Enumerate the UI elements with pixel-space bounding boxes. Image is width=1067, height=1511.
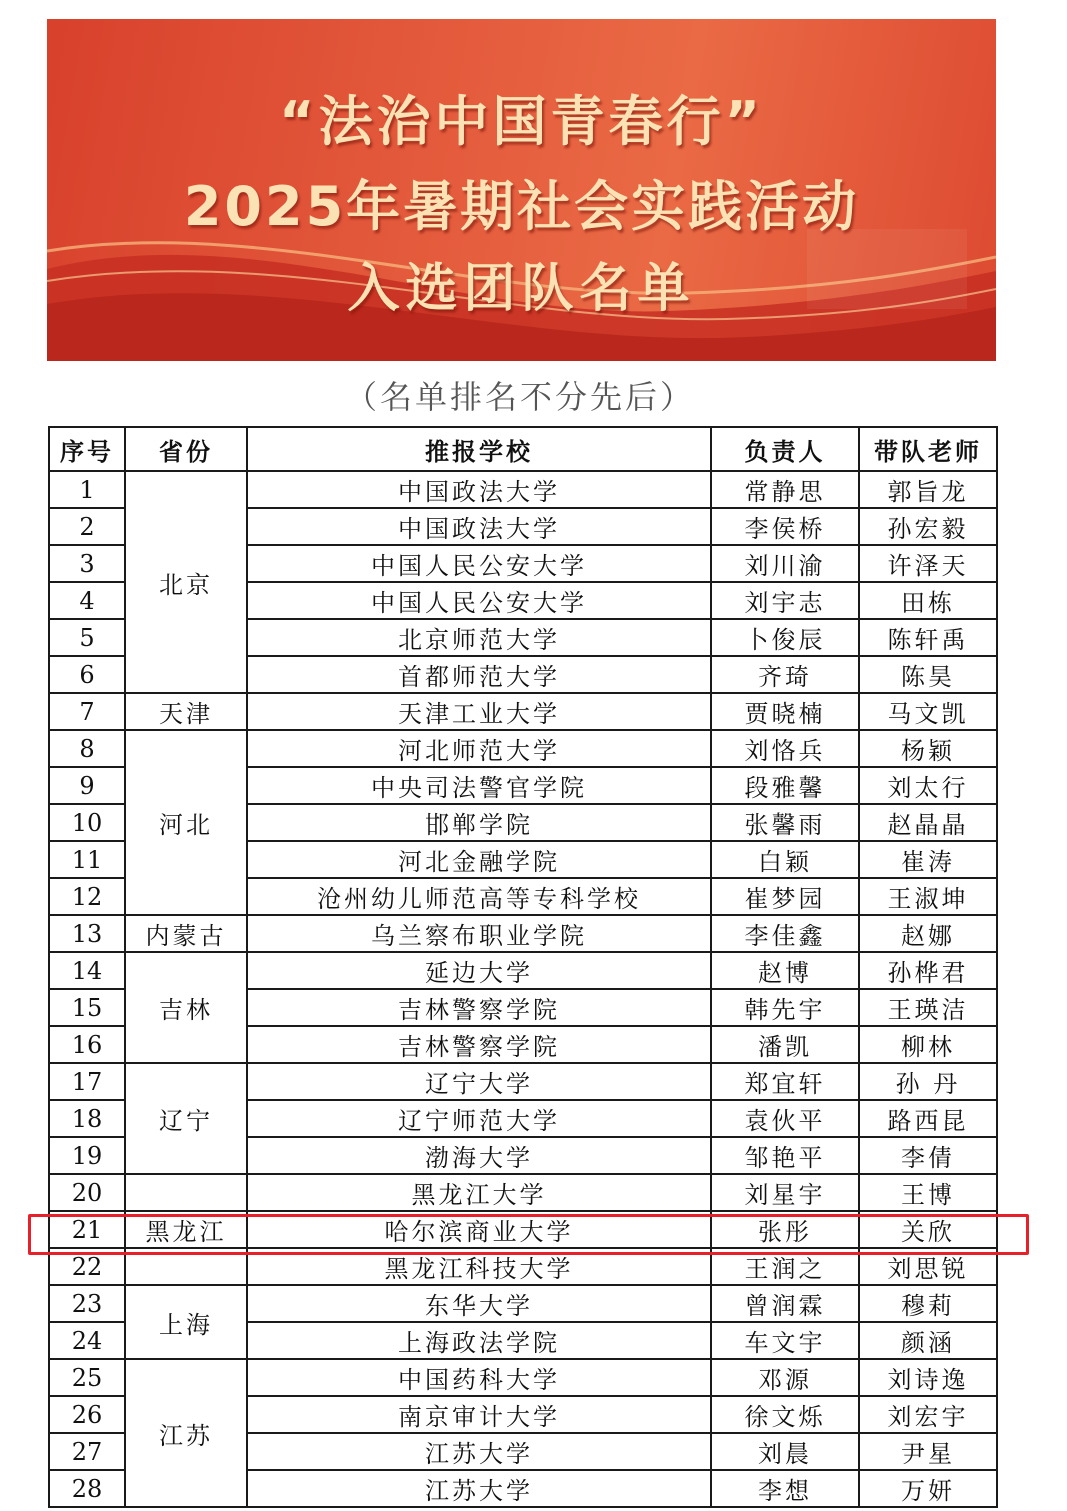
row-number: 11 (49, 841, 125, 878)
school-cell: 沧州幼儿师范高等专科学校 (247, 878, 711, 915)
table-row (49, 1285, 997, 1322)
school-cell: 中国人民公安大学 (247, 545, 711, 582)
teacher-cell: 郭旨龙 (859, 471, 997, 508)
row-number: 25 (49, 1359, 125, 1396)
header-banner (47, 19, 996, 361)
row-number: 17 (49, 1063, 125, 1100)
teacher-cell: 颜涵 (859, 1322, 997, 1359)
row-number: 9 (49, 767, 125, 804)
teacher-cell: 孙桦君 (859, 952, 997, 989)
teacher-cell: 孙宏毅 (859, 508, 997, 545)
row-number: 24 (49, 1322, 125, 1359)
school-cell: 渤海大学 (247, 1137, 711, 1174)
leader-cell: 潘凯 (711, 1026, 859, 1063)
leader-cell: 郑宜轩 (711, 1063, 859, 1100)
row-number: 22 (49, 1248, 125, 1285)
leader-cell: 段雅馨 (711, 767, 859, 804)
school-cell: 上海政法学院 (247, 1322, 711, 1359)
leader-cell: 李想 (711, 1470, 859, 1507)
province-cell: 天津 (125, 693, 247, 730)
leader-cell: 徐文烁 (711, 1396, 859, 1433)
banner-title-line1: “法治中国青春行” (279, 90, 764, 153)
row-number: 6 (49, 656, 125, 693)
row-number: 28 (49, 1470, 125, 1507)
row-number: 23 (49, 1285, 125, 1322)
highlighted-row-outline (28, 1214, 1029, 1255)
table-row (49, 730, 997, 767)
teacher-cell: 尹星 (859, 1433, 997, 1470)
table-row (49, 915, 997, 952)
province-cell: 河北 (125, 730, 247, 915)
school-cell: 东华大学 (247, 1285, 711, 1322)
leader-cell: 白颖 (711, 841, 859, 878)
teacher-cell: 关欣 (859, 1211, 997, 1248)
school-cell: 河北金融学院 (247, 841, 711, 878)
header-leader: 负责人 (711, 427, 859, 471)
row-number: 20 (49, 1174, 125, 1211)
leader-cell: 车文宇 (711, 1322, 859, 1359)
row-number: 1 (49, 471, 125, 508)
school-cell: 河北师范大学 (247, 730, 711, 767)
leader-cell: 李佳鑫 (711, 915, 859, 952)
school-cell: 天津工业大学 (247, 693, 711, 730)
province-cell: 江苏 (125, 1359, 247, 1507)
teacher-cell: 陈轩禹 (859, 619, 997, 656)
row-number: 8 (49, 730, 125, 767)
header-teacher: 带队老师 (859, 427, 997, 471)
school-cell: 哈尔滨商业大学 (247, 1211, 711, 1248)
leader-cell: 韩先宇 (711, 989, 859, 1026)
row-number: 15 (49, 989, 125, 1026)
team-roster-table (48, 426, 998, 1508)
school-cell: 辽宁大学 (247, 1063, 711, 1100)
table-row (49, 952, 997, 989)
teacher-cell: 崔涛 (859, 841, 997, 878)
leader-cell: 赵博 (711, 952, 859, 989)
school-cell: 首都师范大学 (247, 656, 711, 693)
school-cell: 邯郸学院 (247, 804, 711, 841)
row-number: 14 (49, 952, 125, 989)
banner-title-line3: 入选团队名单 (347, 259, 696, 319)
row-number: 5 (49, 619, 125, 656)
province-cell: 上海 (125, 1285, 247, 1359)
leader-cell: 刘恪兵 (711, 730, 859, 767)
row-number: 2 (49, 508, 125, 545)
table-row (49, 1174, 997, 1211)
row-number: 21 (49, 1211, 125, 1248)
row-number: 13 (49, 915, 125, 952)
teacher-cell: 田栋 (859, 582, 997, 619)
leader-cell: 刘川渝 (711, 545, 859, 582)
leader-cell: 刘晨 (711, 1433, 859, 1470)
teacher-cell: 李倩 (859, 1137, 997, 1174)
teacher-cell: 王淑坤 (859, 878, 997, 915)
teacher-cell: 孙 丹 (859, 1063, 997, 1100)
row-number: 26 (49, 1396, 125, 1433)
teacher-cell: 刘思锐 (859, 1248, 997, 1285)
row-number: 10 (49, 804, 125, 841)
table-body (49, 471, 997, 1507)
school-cell: 乌兰察布职业学院 (247, 915, 711, 952)
teacher-cell: 赵晶晶 (859, 804, 997, 841)
row-number: 18 (49, 1100, 125, 1137)
leader-cell: 邹艳平 (711, 1137, 859, 1174)
row-number: 7 (49, 693, 125, 730)
province-cell: 黑龙江 (125, 1211, 247, 1248)
teacher-cell: 刘太行 (859, 767, 997, 804)
teacher-cell: 路西昆 (859, 1100, 997, 1137)
leader-cell: 张馨雨 (711, 804, 859, 841)
row-number: 4 (49, 582, 125, 619)
leader-cell: 邓源 (711, 1359, 859, 1396)
school-cell: 吉林警察学院 (247, 1026, 711, 1063)
leader-cell: 卜俊辰 (711, 619, 859, 656)
teacher-cell: 王博 (859, 1174, 997, 1211)
leader-cell: 刘星宇 (711, 1174, 859, 1211)
table-row (49, 1359, 997, 1396)
leader-cell: 袁伙平 (711, 1100, 859, 1137)
banner-title-line2: 2025年暑期社会实践活动 (183, 175, 860, 238)
teacher-cell: 王瑛洁 (859, 989, 997, 1026)
header-number: 序号 (49, 427, 125, 471)
teacher-cell: 万妍 (859, 1470, 997, 1507)
school-cell: 中国政法大学 (247, 471, 711, 508)
leader-cell: 常静思 (711, 471, 859, 508)
school-cell: 辽宁师范大学 (247, 1100, 711, 1137)
school-cell: 北京师范大学 (247, 619, 711, 656)
school-cell: 南京审计大学 (247, 1396, 711, 1433)
province-cell (125, 1174, 247, 1211)
teacher-cell: 许泽天 (859, 545, 997, 582)
row-number: 27 (49, 1433, 125, 1470)
table-row (49, 471, 997, 508)
school-cell: 江苏大学 (247, 1470, 711, 1507)
province-cell: 北京 (125, 471, 247, 693)
teacher-cell: 赵娜 (859, 915, 997, 952)
teacher-cell: 刘宏宇 (859, 1396, 997, 1433)
teacher-cell: 刘诗逸 (859, 1359, 997, 1396)
province-cell: 辽宁 (125, 1063, 247, 1174)
teacher-cell: 柳林 (859, 1026, 997, 1063)
school-cell: 黑龙江科技大学 (247, 1248, 711, 1285)
leader-cell: 齐琦 (711, 656, 859, 693)
table-row (49, 693, 997, 730)
header-province: 省份 (125, 427, 247, 471)
table-row (49, 1063, 997, 1100)
teacher-cell: 穆莉 (859, 1285, 997, 1322)
table-header-row (49, 427, 997, 471)
leader-cell: 崔梦园 (711, 878, 859, 915)
school-cell: 中国药科大学 (247, 1359, 711, 1396)
province-cell: 吉林 (125, 952, 247, 1063)
leader-cell: 贾晓楠 (711, 693, 859, 730)
header-school: 推报学校 (247, 427, 711, 471)
leader-cell: 张彤 (711, 1211, 859, 1248)
province-cell: 内蒙古 (125, 915, 247, 952)
school-cell: 江苏大学 (247, 1433, 711, 1470)
row-number: 19 (49, 1137, 125, 1174)
leader-cell: 曾润霖 (711, 1285, 859, 1322)
school-cell: 中国政法大学 (247, 508, 711, 545)
teacher-cell: 陈昊 (859, 656, 997, 693)
school-cell: 中央司法警官学院 (247, 767, 711, 804)
school-cell: 延边大学 (247, 952, 711, 989)
school-cell: 黑龙江大学 (247, 1174, 711, 1211)
row-number: 16 (49, 1026, 125, 1063)
list-order-note: （名单排名不分先后） (344, 378, 695, 416)
teacher-cell: 马文凯 (859, 693, 997, 730)
school-cell: 吉林警察学院 (247, 989, 711, 1026)
teacher-cell: 杨颖 (859, 730, 997, 767)
leader-cell: 王润之 (711, 1248, 859, 1285)
school-cell: 中国人民公安大学 (247, 582, 711, 619)
row-number: 3 (49, 545, 125, 582)
leader-cell: 刘宇志 (711, 582, 859, 619)
leader-cell: 李侯桥 (711, 508, 859, 545)
row-number: 12 (49, 878, 125, 915)
